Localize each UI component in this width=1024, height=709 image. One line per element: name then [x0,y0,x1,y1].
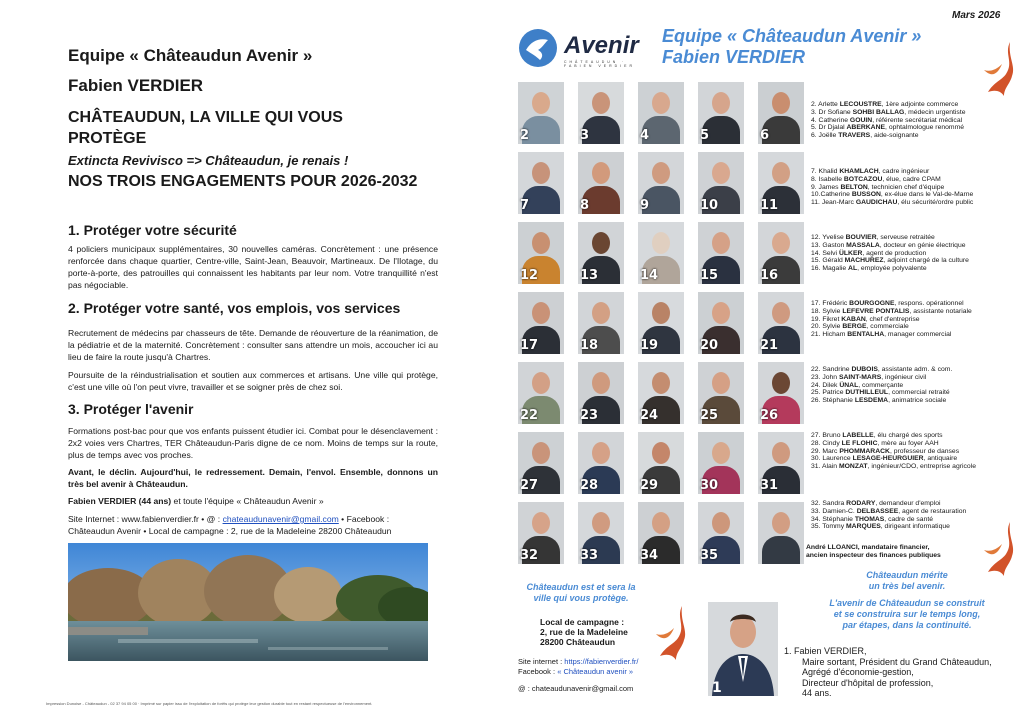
contact-prefix: Site Internet : www.fabienverdier.fr • @ : [68,514,223,524]
photo-head [652,512,670,534]
photo-number: 29 [640,478,659,493]
photo-number: 13 [580,268,599,283]
member-list-group [811,366,1021,405]
photo-head [532,512,550,534]
section-3-text: Formations post-bac pour que vos enfants puissent étudier ici. Combat pour le désenclavement : 2x2 voies vers Chartres, TER Châteaudun-Paris digne de ce nom. Moins de temps sur la route, plus de temps avec vos proches. [68,426,438,460]
photo-head [532,232,550,254]
photo-head [532,302,550,324]
photo-head [652,232,670,254]
section-3-title: 3. Protéger l'avenir [68,401,194,417]
photo-number: 10 [700,198,719,213]
team-member-photo [758,292,804,354]
photo-number: 4 [640,128,650,143]
slogan-right-line-4: et se construira sur le temps long, [833,609,981,619]
team-member-photo [518,362,564,424]
print-note: Impression Dunoise - Châteaudun - 02 37 94 05 00 · Imprimé sur papier issu de l'exploitation de forêts qui protège leur gestion durable tout en restant respectueuse de l'environnement. [46,701,373,706]
email-link[interactable]: chateaudunavenir@gmail.com [222,514,339,524]
photo-head [772,232,790,254]
member-entry: 20. Sylvie BERGE, commerciale [811,323,909,331]
team-member-photo [758,222,804,284]
photo-head [712,442,730,464]
slogan-left-line-2: ville qui vous protège. [533,593,629,603]
photo-number: 15 [700,268,719,283]
photo-number: 31 [760,478,779,493]
signature [68,495,438,507]
photo-head [532,162,550,184]
photo-number: 2 [520,128,530,143]
team-member-photo [638,82,684,144]
photo-number: 7 [520,198,530,213]
photo-number: 21 [760,338,779,353]
member-entry: 27. Bruno LABELLE, élu chargé des sports [811,432,943,439]
photo-number: 30 [700,478,719,493]
member-entry: 29. Marc PHOMMARACK, professeur de danses [811,447,960,455]
signature-rest: et toute l'équipe « Châteaudun Avenir » [171,496,324,506]
facebook-label: Facebook : [518,667,558,676]
member-entry: 17. Frédéric BOURGOGNE, respons. opérationnel [811,300,964,307]
member-entry: 11. Jean-Marc GAUDICHAU, élu sécurité/ordre public [811,199,974,207]
photo-number: 26 [760,408,779,423]
photo-head [532,372,550,394]
campaign-office-city: 28200 Châteaudun [540,637,616,647]
team-member-photo [578,292,624,354]
member-entry: 7. Khalid KHAMLACH, cadre ingénieur [811,168,930,175]
team-member-photo [638,502,684,564]
right-title-line-1: Equipe « Châteaudun Avenir » [662,26,922,46]
bio-line-2: Maire sortant, Président du Grand Châteaudun, [802,656,992,667]
logo-subtext: CHÂTEAUDUN · FABIEN VERDIER [564,60,635,68]
member-list-group [811,500,1021,531]
member-entry: 18. Sylvie LEFEVRE PONTALIS, assistante notariale [811,307,972,315]
member-entry: 9. James BELTON, technicien chef d'équipe [811,183,945,191]
photo-number: 22 [520,408,539,423]
photo-head [592,92,610,114]
photo-head [712,512,730,534]
member-entry: 22. Sandrine DUBOIS, assistante adm. & com. [811,366,953,373]
team-member-photo [578,222,624,284]
team-member-photo [578,362,624,424]
right-title-line-2: Fabien VERDIER [662,47,806,67]
member-entry: 15. Gérald MACHUREZ, adjoint chargé de la culture [811,257,969,265]
slogan-right [802,570,1012,631]
photo-head [772,92,790,114]
member-entry: 32. Sandra RODARY, demandeur d'emploi [811,500,941,507]
member-entry: 34. Stéphanie THOMAS, cadre de santé [811,515,934,523]
team-member-photo [518,292,564,354]
slogan-right-line-3: L'avenir de Châteaudun se construit [829,598,985,608]
extra-member-line-2: ancien inspecteur des finances publiques [806,551,941,559]
photo-head [652,162,670,184]
photo-number: 9 [640,198,650,213]
photo-head [712,372,730,394]
team-member-photo [698,222,744,284]
team-member-photo [758,152,804,214]
member-entry: 35. Tommy MARQUES, dirigeant informatique [811,523,950,531]
slogan-right-line-2: un très bel avenir. [868,581,946,591]
member-entry: 25. Patrice DUTHILLEUL, commercial retraité [811,389,950,397]
contact-links [518,657,639,694]
member-entry: 26. Stéphanie LESDEMA, animatrice sociale [811,397,947,405]
photo-number: 16 [760,268,779,283]
member-entry: 28. Cindy LE FLOHIC, mère au foyer AAH [811,439,939,447]
bio-line-3: Agrégé d'économie-gestion, [802,667,914,677]
photo-body [762,536,800,564]
photo-number: 8 [580,198,590,213]
section-1-text: 4 policiers municipaux supplémentaires, 30 nouvelles caméras. Concrètement : une présence renforcée dans chaque quartier, Centre-ville, Saint-Jean, Beauvoir, Martineaux. De l'Ilotage, du porte-à-porte, des patrouilles qui connaissent les habitants par leur nom. Votre tranquillité n'est pas négociable. [68,244,438,290]
member-entry: 21. Hicham BENTALHA, manager commercial [811,331,952,339]
photo-head [652,442,670,464]
campaign-office-label: Local de campagne : [540,617,625,627]
campaign-office [540,617,628,647]
team-member-photo [698,152,744,214]
team-member-photo [638,432,684,494]
team-member-photo [638,222,684,284]
photo-number: 33 [580,548,599,563]
slogan-left-line-1: Châteaudun est et sera la [526,582,636,592]
member-entry: 5. Dr Djalal ABERKANE, ophtalmologue renommé [811,124,965,132]
avenir-logo [518,26,648,70]
photo-number: 28 [580,478,599,493]
team-member-photo [578,152,624,214]
slogan-left [516,582,646,604]
photo-number: 5 [700,128,710,143]
photo-number: 3 [580,128,590,143]
photo-head [712,92,730,114]
contact-line [68,513,438,537]
team-title: Equipe « Châteaudun Avenir » [68,46,313,65]
team-member-photo [578,432,624,494]
section-2-text-1: Recrutement de médecins par chasseurs de tête. Demande de réouverture de la réanimation, de la pédiatrie et de la maternité. Concrètement : consulter sans attendre un mois, accoucher ici au lieu de faire la route jusqu'à Chartres. [68,328,438,362]
member-entry: 10.Catherine BUSSON, ex-élue dans le Val-de-Marne [811,191,974,199]
bio-line-1: 1. Fabien VERDIER, [784,646,867,656]
slogan-right-line-1: Châteaudun mérite [866,570,948,580]
photo-head [772,162,790,184]
team-member-photo [758,502,804,564]
photo-number: 34 [640,548,659,563]
team-member-photo [698,292,744,354]
engagements-title: NOS TROIS ENGAGEMENTS POUR 2026-2032 [68,173,418,190]
member-entry: 12. Yvelise BOUVIER, serveuse retraitée [811,234,935,241]
member-entry: 31. Alain MONZAT, ingénieur/CDO, entreprise agricole [811,463,976,471]
photo-head [532,92,550,114]
river-photo [68,543,428,661]
date: Mars 2026 [952,10,1001,21]
photo-number: 19 [640,338,659,353]
team-member-photo [698,432,744,494]
right-page [512,0,1024,709]
photo-number: 23 [580,408,599,423]
section-1-title: 1. Protéger votre sécurité [68,222,237,238]
photo-number: 35 [700,548,719,563]
photo-head [772,302,790,324]
member-list-group [811,300,1021,339]
member-entry: 6. Joëlle TRAVERS, aide-soignante [811,132,919,140]
mail-line[interactable]: @ : chateaudunavenir@gmail.com [518,684,634,693]
phoenix-icon [980,40,1018,102]
slogan-right-line-5: par étapes, dans la continuité. [842,620,972,630]
photo-head [652,92,670,114]
motto: Extincta Revivisco => Châteaudun, je renais ! [68,153,349,168]
photo-number: 18 [580,338,599,353]
team-member-photo [518,222,564,284]
photo-number: 6 [760,128,770,143]
member-list-group [811,101,1021,140]
closing-statement: Avant, le déclin. Aujourd'hui, le redressement. Demain, l'envol. Ensemble, donnons un très bel avenir à Châteaudun. [68,467,438,489]
signature-name: Fabien VERDIER (44 ans) [68,496,172,506]
team-member-photo [578,502,624,564]
lead-candidate-photo [708,602,778,696]
photo-number: 17 [520,338,539,353]
member-entry: 16. Magalie AL, employée polyvalente [811,265,927,273]
team-member-photo [698,82,744,144]
photo-head [652,302,670,324]
team-member-photo [758,82,804,144]
team-member-photo [638,362,684,424]
photo-head [712,162,730,184]
member-entry: 23. John SAINT-MARS, ingénieur civil [811,373,927,381]
slogan: CHÂTEAUDUN, LA VILLE QUI VOUS PROTÈGE [68,109,343,147]
team-member-photo [578,82,624,144]
photo-head [592,162,610,184]
team-member-photo [698,362,744,424]
site-link[interactable]: https://fabienverdier.fr/ [564,657,639,666]
member-list-group [811,234,1021,273]
campaign-office-street: 2, rue de la Madeleine [540,627,628,637]
photo-number: 27 [520,478,539,493]
member-entry: 14. Selvi ÜLKER, agent de production [811,249,927,257]
photo-head [652,372,670,394]
team-member-photo [518,152,564,214]
extra-member-line-1: André LLOANCI, mandataire financier, [806,544,930,551]
team-member-photo [518,502,564,564]
photo-head [592,512,610,534]
photo-head [592,232,610,254]
photo-head [592,302,610,324]
member-entry: 33. Damien-C. DELBASSEE, agent de restauration [811,507,967,515]
photo-number: 11 [760,198,779,213]
photo-number: 14 [640,268,659,283]
photo-head [772,442,790,464]
contact-suffix: • Facebook : Châteaudun Avenir • Local de campagne : 2, rue de la Madeleine 28200 Châteaudun [68,514,392,536]
section-2-title: 2. Protéger votre santé, vos emplois, vos services [68,300,401,316]
team-member-photo [518,82,564,144]
member-entry: 2. Arlette LECOUSTRE, 1ère adjointe commerce [811,101,959,108]
lead-candidate-bio [784,646,992,699]
photo-head [772,512,790,534]
photo-head [592,442,610,464]
photo-head [712,302,730,324]
team-member-photo [758,362,804,424]
phoenix-icon [652,604,690,666]
bio-line-5: 44 ans. [802,688,832,698]
member-list-group [811,168,1021,207]
candidate-name: Fabien VERDIER [68,76,204,95]
team-member-photo [758,432,804,494]
team-member-photo [698,502,744,564]
site-label: Site internet : [518,657,565,666]
photo-number: 24 [640,408,659,423]
photo-head [592,372,610,394]
photo-number: 20 [700,338,719,353]
photo-number: 25 [700,408,719,423]
member-entry: 4. Catherine GOUIN, référente secrétariat médical [811,116,963,124]
dove-icon [518,28,558,68]
member-list-group [811,432,1021,471]
member-entry: 13. Gaston MASSALA, docteur en génie électrique [811,241,966,249]
photo-head [712,232,730,254]
lead-photo-number: 1 [712,680,722,696]
team-member-photo [518,432,564,494]
section-2-text-2: Poursuite de la réindustrialisation et soutien aux commerces et artisans. Une ville qui protège, c'est une ville où l'on peut vivre, travailler et se soigner près de chez soi. [68,370,438,392]
photo-number: 32 [520,548,539,563]
team-member-photo [638,152,684,214]
extra-member [806,544,1016,560]
photo-number: 12 [520,268,539,283]
right-title [662,26,921,68]
member-entry: 24. Dilek ÜNAL, commerçante [811,381,904,389]
photo-head [772,372,790,394]
member-entry: 8. Isabelle BOTCAZOU, élue, cadre CPAM [811,175,941,183]
member-entry: 3. Dr Sofiane SOHBI BALLAG, médecin urgentiste [811,108,966,116]
logo-text: Avenir [564,32,639,59]
member-entry: 19. Fikret KABAN, chef d'entreprise [811,315,920,323]
photo-head [532,442,550,464]
bio-line-4: Directeur d'hôpital de profession, [802,677,934,688]
team-member-photo [638,292,684,354]
member-entry: 30. Laurence LESAGE-HEURGUIER, antiquaire [811,455,958,463]
facebook-link[interactable]: « Châteaudun avenir » [557,667,634,676]
